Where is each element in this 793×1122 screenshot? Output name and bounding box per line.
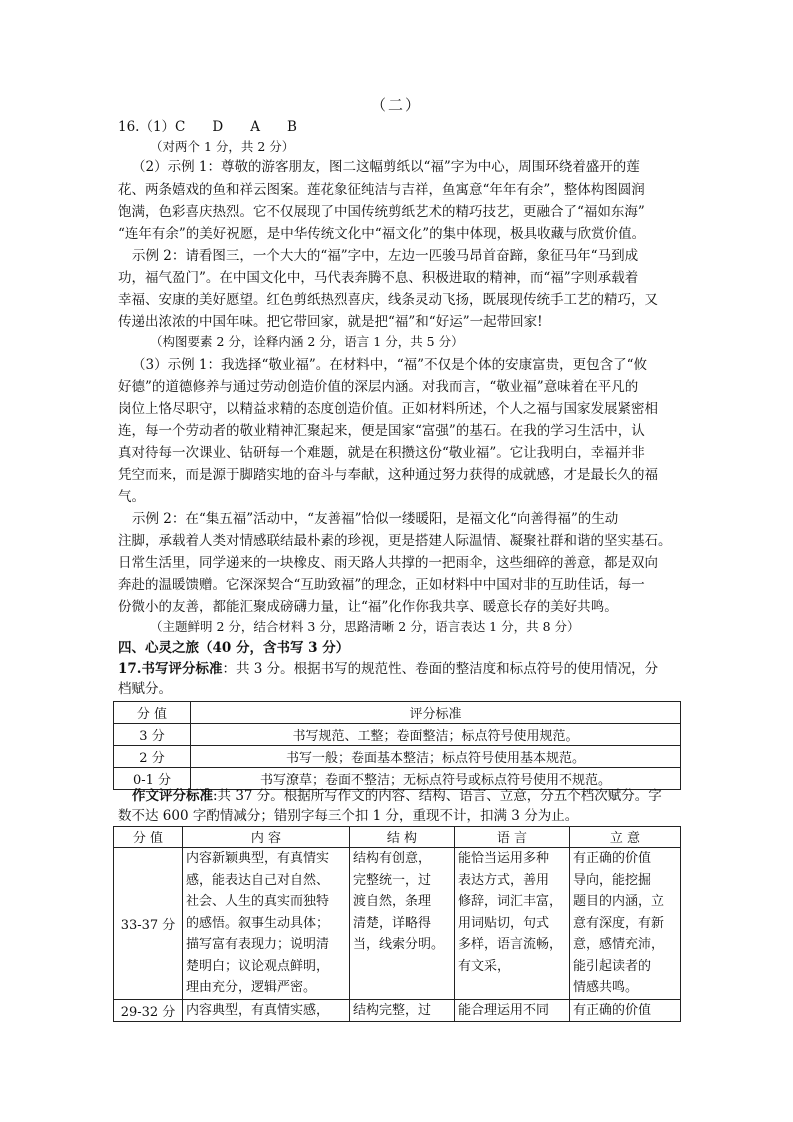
table-cell: 书写规范、工整；卷面整洁；标点符号使用规范。	[191, 724, 681, 746]
table-cell	[350, 848, 455, 1000]
table-cell	[183, 999, 350, 1022]
q16-line: 饱满，色彩喜庆热烈。它不仅展现了中国传统剪纸艺术的精巧技艺，更融合了“福如东海”	[118, 204, 645, 220]
table-cell	[455, 848, 570, 1000]
cell-line: 表达方式，善用	[458, 872, 550, 888]
q16-line: 凭空而来，而是源于脚踏实地的奋斗与奉献，这种通过努力获得的成就感，才是最长久的福	[118, 467, 658, 483]
q16-answer-note: （对两个 1 分，共 2 分）	[150, 139, 295, 154]
q16-line: 好德”的道德修养与通过劳动创造价值的深层内涵。对我而言，“敬业福”意味着在平凡的	[118, 379, 639, 395]
q16-line: 传递出浓浓的中国年味。把它带回家，就是把“福”和“好运”一起带回家!	[118, 314, 543, 330]
table-row	[114, 746, 681, 768]
cell-line: 能合理运用不同	[458, 1002, 550, 1018]
cell-line: 结构完整，过	[353, 1002, 432, 1018]
table-cell	[350, 999, 455, 1022]
table-row	[114, 848, 681, 1000]
q16-line: 气。	[118, 489, 145, 505]
table-cell: 33-37 分	[114, 848, 183, 1000]
cell-line: 完整统一，过	[353, 872, 432, 888]
table-header: 分 值	[114, 702, 191, 724]
table-row	[114, 999, 681, 1022]
cell-line: 能引起读者的	[573, 958, 652, 974]
cell-line: 有正确的价值	[573, 1002, 652, 1018]
table-cell	[570, 848, 681, 1000]
q16-line: 示例 2：在“集五福”活动中，“友善福”恰似一缕暖阳，是福文化“向善得福”的生动	[132, 511, 619, 527]
cell-line: 渡自然，条理	[353, 894, 432, 909]
table-header: 分 值	[114, 827, 183, 848]
table-header: 结 构	[350, 827, 455, 848]
cell-line: 导向，能挖掘	[573, 872, 652, 888]
q16-line: （3）示例 1：我选择“敬业福”。在材料中，“福”不仅是个体的安康富贵，更包含了“攸	[132, 357, 647, 373]
q16-line: （2）示例 1：尊敬的游客朋友，图二这幅剪纸以“福”字为中心，周围环绕着盛开的莲	[132, 159, 640, 175]
table-cell: 书写一般；卷面基本整洁；标点符号使用基本规范。	[191, 746, 681, 768]
table-row	[114, 702, 681, 724]
cell-line: 清楚，详略得	[353, 915, 432, 931]
table-row	[114, 724, 681, 746]
cell-line: 社会、人生的真实而独特	[186, 894, 330, 909]
q16-line: 示例 2：请看图三，一个大大的“福”字中，左边一匹骏马昂首奋蹄，象征马年“马到成	[132, 248, 639, 264]
cell-line: 描写富有表现力；说明清	[186, 937, 330, 952]
q16-line: 奔赴的温暖馈赠。它深深契合“互助致福”的理念，正如材料中中国对非的互助佳话，每一	[118, 577, 645, 593]
table-cell	[455, 999, 570, 1022]
cell-line: 用词贴切，句式	[458, 915, 550, 931]
q16-answer: 16.（1）C D A B	[118, 119, 297, 135]
essay-text: :共 37 分。根据所写作文的内容、结构、语言、立意，分五个档次赋分。字	[213, 788, 662, 804]
cell-line: 结构有创意，	[353, 851, 432, 866]
cell-line: 的感悟。叙事生动具体；	[186, 915, 330, 931]
essay-intro	[132, 786, 662, 806]
cell-line: 多样，语言流畅，	[458, 937, 563, 952]
cell-line: 有正确的价值	[573, 851, 652, 866]
cell-line: 内容新颖典型，有真情实	[186, 851, 330, 866]
section-heading: （二）	[370, 96, 422, 114]
cell-line: 内容典型，有真情实感，	[186, 1002, 330, 1018]
q16-line: 花、两条嬉戏的鱼和祥云图案。莲花象征纯洁与吉祥，鱼寓意“年年有余”，整体构图圆润	[118, 182, 645, 198]
section4-title: 四、心灵之旅（40 分，含书写 3 分）	[118, 640, 350, 656]
cell-line: 有文采，	[458, 958, 511, 974]
q17-text2: 档赋分。	[118, 681, 172, 697]
table-cell	[570, 999, 681, 1022]
q17-text: ：共 3 分。根据书写的规范性、卷面的整洁度和标点符号的使用情况，分	[222, 661, 659, 677]
table-header: 评分标准	[191, 702, 681, 724]
table-cell: 书写潦草；卷面不整洁；无标点符号或标点符号使用不规范。	[191, 768, 681, 790]
table-header: 内 容	[183, 827, 350, 848]
table-cell: 2 分	[114, 746, 191, 768]
table-header: 立 意	[570, 827, 681, 848]
q16-line: 岗位上恪尽职守，以精益求精的态度创造价值。正如材料所述，个人之福与国家发展紧密相	[118, 401, 658, 417]
q16-line: 连，每一个劳动者的敬业精神汇聚起来，便是国家“富强”的基石。在我的学习生活中，认	[118, 423, 645, 439]
table-row	[114, 827, 681, 848]
q16-line: 注脚，承载着人类对情感联结最朴素的珍视，更是搭建人际温情、凝聚社群和谐的坚实基石。	[118, 533, 672, 549]
table-header: 语 言	[455, 827, 570, 848]
cell-line: 感，能表达自己对自然、	[186, 872, 330, 888]
q17-intro	[118, 659, 658, 679]
cell-line: 能恰当运用多种	[458, 851, 550, 866]
q16-line: 真对待每一次课业、钻研每一个难题，就是在积攒这份“敬业福”。它让我明白，幸福并非	[118, 445, 645, 461]
cell-line: 当，线索分明。	[353, 937, 445, 952]
table-cell: 29-32 分	[114, 999, 183, 1022]
q16-line: 幸福、安康的美好愿望。红色剪纸热烈喜庆，线条灵动飞扬，既展现传统手工艺的精巧，又	[118, 292, 658, 308]
table-cell: 3 分	[114, 724, 191, 746]
table-cell: 0-1 分	[114, 768, 191, 790]
cell-line: 理由充分，逻辑严密。	[186, 980, 317, 995]
q17-label: 17.书写评分标准	[118, 661, 223, 677]
cell-line: 题目的内涵，立	[573, 894, 665, 909]
q16-score-note: （构图要素 2 分，诠释内涵 2 分，语言 1 分，共 5 分）	[150, 334, 464, 349]
cell-line: 情感共鸣。	[573, 980, 639, 995]
table-cell	[183, 848, 350, 1000]
q16-line: “连年有余”的美好祝愿，是中华传统文化中“福文化”的集中体现，极具收藏与欣赏价值。	[118, 226, 646, 242]
q16-line: 日常生活里，同学递来的一块橡皮、雨天路人共撑的一把雨伞，这些细碎的善意，都是双向	[118, 555, 658, 571]
essay-label: 作文评分标准	[132, 788, 213, 804]
cell-line: 楚明白；议论观点鲜明，	[186, 958, 330, 974]
q16-line: 功，福气盈门”。在中国文化中，马代表奔腾不息、积极进取的精神，而“福”字则承载着	[118, 270, 639, 286]
writing-score-table	[113, 701, 681, 790]
q16-line: 份微小的友善，都能汇聚成磅礴力量，让“福”化作你我共享、暖意长存的美好共鸣。	[118, 599, 618, 615]
cell-line: 修辞，词汇丰富，	[458, 894, 563, 909]
cell-line: 意，感情充沛，	[573, 937, 665, 952]
essay-score-table	[113, 826, 681, 1022]
cell-line: 意有深度，有新	[573, 915, 665, 931]
q16-score-note: （主题鲜明 2 分，结合材料 3 分，思路清晰 2 分，语言表达 1 分，共 8 分）	[150, 619, 580, 634]
essay-text2: 数不达 600 字酌情减分；错别字每三个扣 1 分，重现不计，扣满 3 分为止。	[118, 808, 579, 824]
